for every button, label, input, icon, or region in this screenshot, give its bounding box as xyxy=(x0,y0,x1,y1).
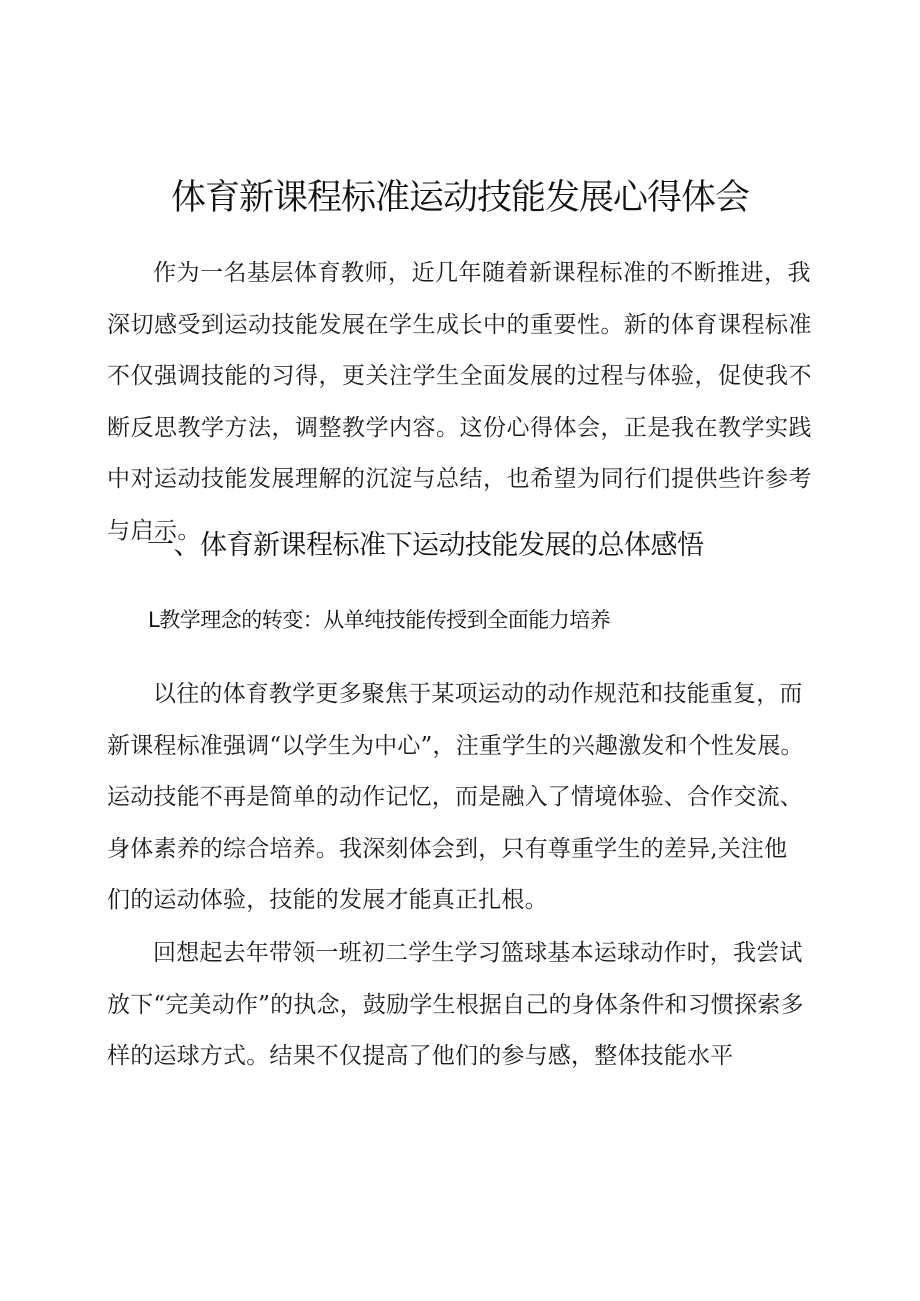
section-heading: 一、体育新课程标准下运动技能发展的总体感悟 xyxy=(147,530,704,561)
body-paragraph: 回想起去年带领一班初二学生学习篮球基本运球动作时，我尝试放下“完美动作”的执念，鼓励学生根据自己的身体条件和习惯探索多样的运球方式。结果不仅提高了他们的参与感，整体技能水平 xyxy=(107,940,804,1069)
subsection-heading: L教学理念的转变：从单纯技能传授到全面能力培养 xyxy=(148,608,611,632)
body-paragraph: 以往的体育教学更多聚焦于某项运动的动作规范和技能重复，而新课程标准强调“以学生为中心”，注重学生的兴趣激发和个性发展。运动技能不再是简单的动作记忆，而是融入了情境体验、合作交流、身体素养的综合培养。我深刻体会到，只有尊重学生的差异,关注他们的运动体验，技能的发展才能真正扎根。 xyxy=(107,681,804,913)
document-title: 体育新课程标准运动技能发展心得体会 xyxy=(170,178,749,218)
intro-paragraph: 作为一名基层体育教师，近几年随着新课程标准的不断推进，我深切感受到运动技能发展在学生成长中的重要性。新的体育课程标准不仅强调技能的习得，更关注学生全面发展的过程与体验，促使我不断反思教学方法，调整教学内容。这份心得体会，正是我在教学实践中对运动技能发展理解的沉淀与总结，也希望为同行们提供些许参考与启示。 xyxy=(107,260,812,544)
